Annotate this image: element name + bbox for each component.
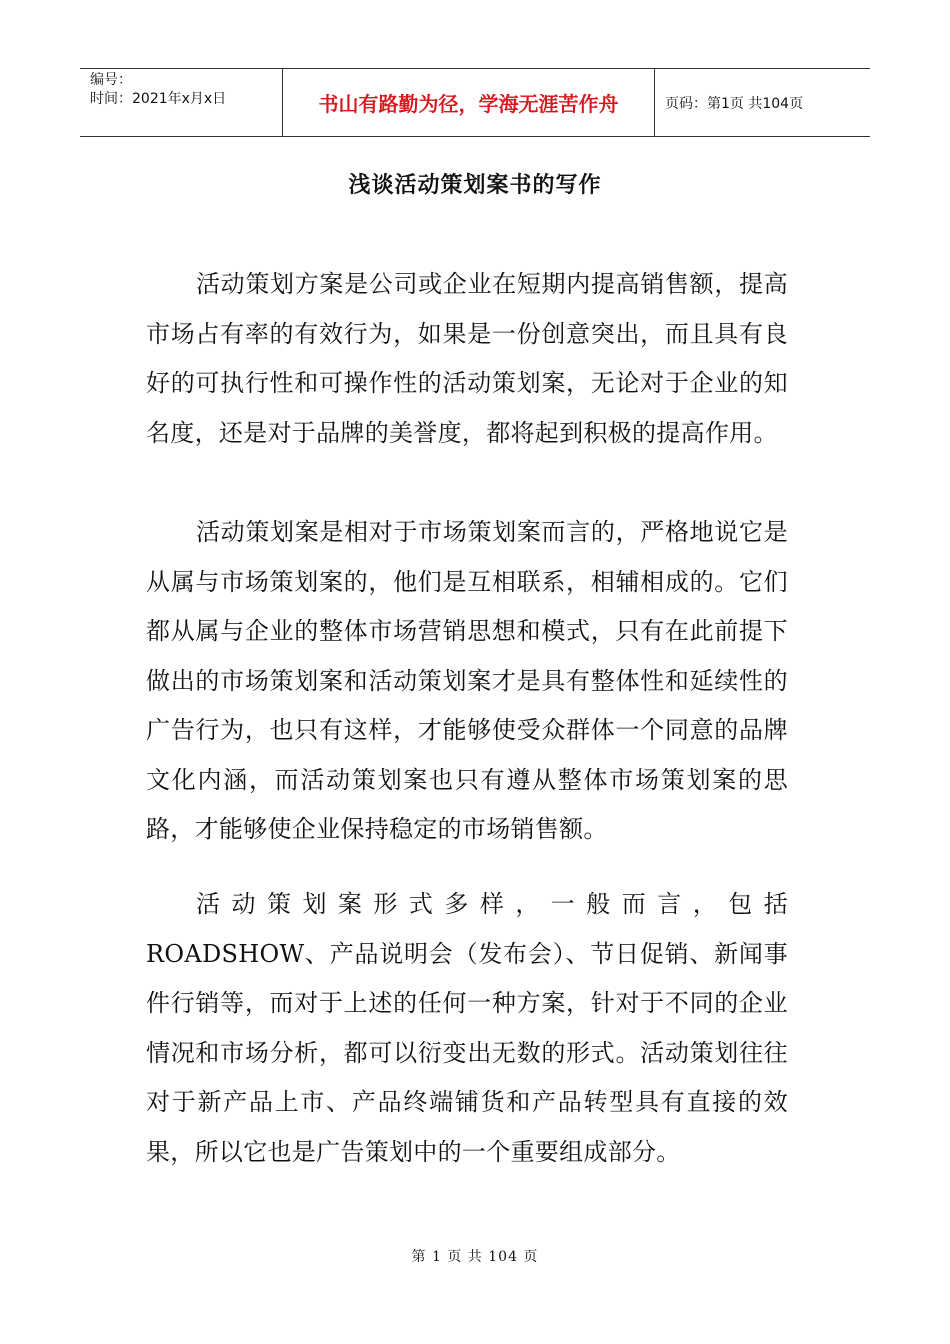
header-motto-cell	[283, 69, 655, 136]
page-footer: 第 1 页 共 104 页	[411, 1249, 539, 1265]
header-page-info: 页码：第1页 共104页	[665, 95, 804, 112]
body-paragraph-3: 活动策划案形式多样，一般而言，包括ROADSHOW、产品说明会（发布会）、节日促销、新闻事件行销等，而对于上述的任何一种方案，针对于不同的企业情况和市场分析，都可以衍变出无数的形式。活动策划往往对于新产品上市、产品终端铺货和产品转型具有直接的效果，所以它也是广告策划中的一个重要组成部分。	[146, 890, 788, 1166]
document-header	[80, 68, 870, 137]
document-number-label: 编号：	[90, 72, 132, 88]
body-paragraph-1: 活动策划方案是公司或企业在短期内提高销售额，提高市场占有率的有效行为，如果是一份创意突出，而且具有良好的可执行性和可操作性的活动策划案，无论对于企业的知名度，还是对于品牌的美誉度，都将起到积极的提高作用。	[146, 270, 788, 447]
header-motto: 书山有路勤为径，学海无涯苦作舟	[318, 92, 619, 116]
body-paragraph-2: 活动策划案是相对于市场策划案而言的，严格地说它是从属与市场策划案的，他们是互相联系，相辅相成的。它们都从属与企业的整体市场营销思想和模式，只有在此前提下做出的市场策划案和活动策划案才是具有整体性和延续性的广告行为，也只有这样，才能够使受众群体一个同意的品牌文化内涵，而活动策划案也只有遵从整体市场策划案的思路，才能够使企业保持稳定的市场销售额。	[146, 518, 788, 843]
document-title: 浅谈活动策划案书的写作	[348, 173, 602, 198]
document-date-label: 时间：2021年x月x日	[90, 91, 227, 107]
header-meta-cell	[80, 69, 283, 136]
header-page-cell	[655, 69, 870, 136]
